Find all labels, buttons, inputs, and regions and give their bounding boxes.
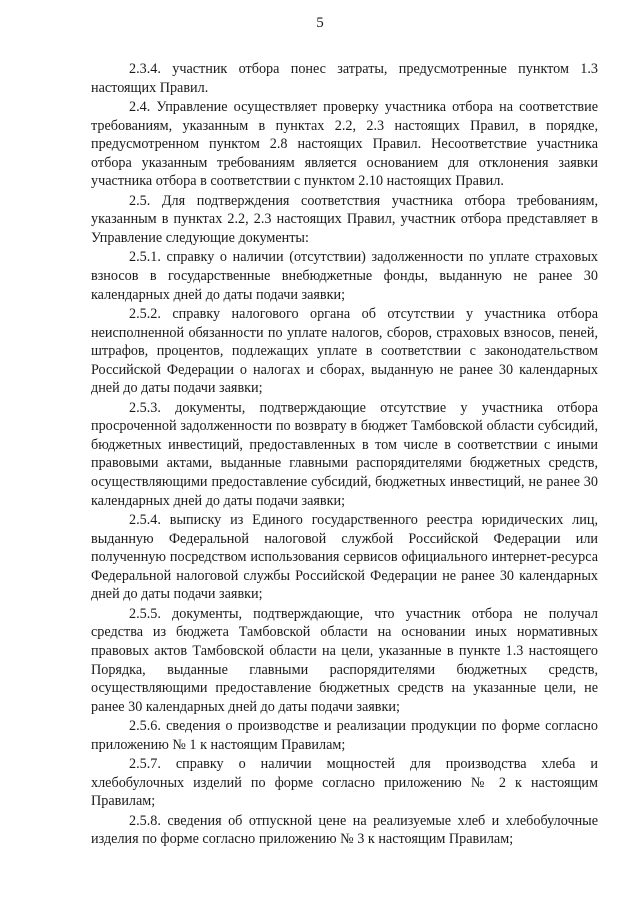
- paragraph-2-5-6: 2.5.6. сведения о производстве и реализации продукции по форме согласно приложению № 1 к настоящим Правилам;: [91, 718, 598, 753]
- paragraph-2-5-7: 2.5.7. справку о наличии мощностей для производства хлеба и хлебобулочных изделий по форме согласно приложению № 2 к настоящим Правилам;: [91, 756, 598, 810]
- paragraph-2-5-3: 2.5.3. документы, подтверждающие отсутствие у участника отбора просроченной задолженности по возврату в бюджет Тамбовской области субсидий, бюджетных инвестиций, предоставленных в том числе в соответствии с иными правовыми актами, выданные главными распорядителями бюджетных средств, осуществляющими предоставление субсидий, бюджетных инвестиций, не ранее 30 календарных дней до даты подачи заявки;: [91, 399, 598, 509]
- paragraph-2-5-1: 2.5.1. справку о наличии (отсутствии) задолженности по уплате страховых взносов в государственные внебюджетные фонды, выданную не ранее 30 календарных дней до даты подачи заявки;: [91, 249, 598, 303]
- document-body: [91, 60, 598, 849]
- paragraph-2-5-8: 2.5.8. сведения об отпускной цене на реализуемые хлеб и хлебобулочные изделия по форме согласно приложению № 3 к настоящим Правилам;: [91, 812, 598, 848]
- paragraph-2-5-4: 2.5.4. выписку из Единого государственного реестра юридических лиц, выданную Федеральной налоговой службой Российской Федерации или полученную посредством использования сервисов официального интернет-ресурса Федеральной налоговой службы Российской Федерации не ранее 30 календарных дней до даты подачи заявки;: [91, 512, 598, 603]
- page-number: 5: [316, 15, 324, 31]
- paragraph-2-5-5: 2.5.5. документы, подтверждающие, что участник отбора не получал средства из бюджета Тамбовской области на основании иных нормативных правовых актов Тамбовской области на цели, указанные в пункте 1.3 настоящего Порядка, выданные главными распорядителями бюджетных средств, осуществляющими предоставление бюджетных средств на указанные цели, не ранее 30 календарных дней до даты подачи заявки;: [91, 605, 598, 715]
- paragraph-2-5-2: 2.5.2. справку налогового органа об отсутствии у участника отбора неисполненной обязанности по уплате налогов, сборов, страховых взносов, пеней, штрафов, процентов, подлежащих уплате в соответствии с законодательством Российской Федерации о налогах и сборах, выданную не ранее 30 календарных дней до даты подачи заявки;: [91, 305, 598, 397]
- paragraph-2-5: 2.5. Для подтверждения соответствия участника отбора требованиям, указанным в пунктах 2.2, 2.3 настоящих Правил, участник отбора представляет в Управление следующие документы:: [91, 192, 598, 246]
- paragraph-2-4: 2.4. Управление осуществляет проверку участника отбора на соответствие требованиям, указанным в пунктах 2.2, 2.3 настоящих Правил, в порядке, предусмотренном пунктом 2.8 настоящих Правил. Несоответствие участника отбора указанным требованиям является основанием для отклонения заявки участника отбора в соответствии с пунктом 2.10 настоящих Правил.: [91, 98, 598, 190]
- paragraph-2-3-4: 2.3.4. участник отбора понес затраты, предусмотренные пунктом 1.3 настоящих Правил.: [91, 61, 598, 96]
